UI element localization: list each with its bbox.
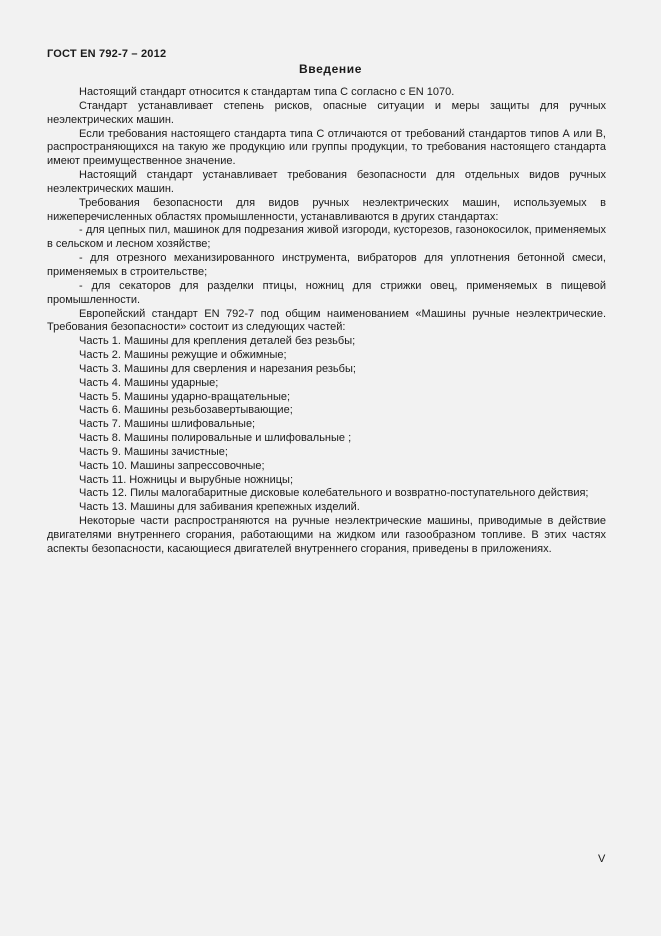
paragraph: Некоторые части распространяются на ручные неэлектрические машины, приводимые в действие двигателями внутреннего сгорания, работающими на жидком или газообразном топливе. В этих частях аспекты безопасности, касающиеся двигателей внутреннего сгорания, приведены в приложениях. [47, 515, 606, 555]
list-item: Часть 11. Ножницы и вырубные ножницы; [79, 473, 294, 486]
paragraph: Настоящий стандарт относится к стандартам типа С согласно с EN 1070. [79, 86, 455, 98]
list-item: Часть 5. Машины ударно-вращательные; [79, 390, 291, 403]
section-title: Введение [299, 62, 362, 76]
list-item: Часть 7. Машины шлифовальные; [79, 418, 256, 431]
list-item: - для отрезного механизированного инструмента, вибраторов для уплотнения бетонной смеси, применяемых в строительстве; [47, 252, 606, 278]
page-number: V [598, 853, 606, 865]
paragraph: Если требования настоящего стандарта типа С отличаются от требований стандартов типов А или В, распространяющихся на такую же продукцию или группы продукции, то требования настоящего стандарта имеют преимущественное значение. [47, 127, 606, 168]
list-item: Часть 4. Машины ударные; [79, 376, 219, 389]
list-item: Часть 6. Машины резьбозавертывающие; [79, 404, 293, 417]
paragraph: Настоящий стандарт устанавливает требования безопасности для отдельных видов ручных неэлектрических машин. [47, 169, 606, 195]
list-item: Часть 1. Машины для крепления деталей без резьбы; [79, 335, 356, 348]
list-item: Часть 3. Машины для сверления и нарезания резьбы; [79, 362, 356, 375]
list-item: - для секаторов для разделки птицы, ножниц для стрижки овец, применяемых в пищевой промышленности. [47, 279, 606, 306]
list-item: - для цепных пил, машинок для подрезания живой изгороди, кусторезов, газонокосилок, применяемых в сельском и лесном хозяйстве; [47, 224, 606, 251]
list-item: Часть 10. Машины запрессовочные; [79, 459, 265, 472]
list-item: Часть 13. Машины для забивания крепежных изделий. [79, 501, 360, 514]
list-item: Часть 2. Машины режущие и обжимные; [79, 349, 287, 362]
list-item: Часть 12. Пилы малогабаритные дисковые колебательного и возвратно-поступательного действия; [79, 487, 589, 500]
paragraph: Требования безопасности для видов ручных неэлектрических машин, используемых в нижеперечисленных областях промышленности, устанавливаются в других стандартах: [47, 196, 606, 223]
list-item: Часть 8. Машины полировальные и шлифовальные ; [79, 432, 352, 445]
paragraph: Европейский стандарт EN 792-7 под общим наименованием «Машины ручные неэлектрические. Требования безопасности» состоит из следующих частей: [47, 307, 606, 334]
paragraph: Стандарт устанавливает степень рисков, опасные ситуации и меры защиты для ручных неэлектрических машин. [47, 99, 606, 126]
document-header: ГОСТ EN 792-7 – 2012 [47, 48, 167, 60]
list-item: Часть 9. Машины зачистные; [79, 445, 228, 458]
document-body [47, 86, 606, 557]
